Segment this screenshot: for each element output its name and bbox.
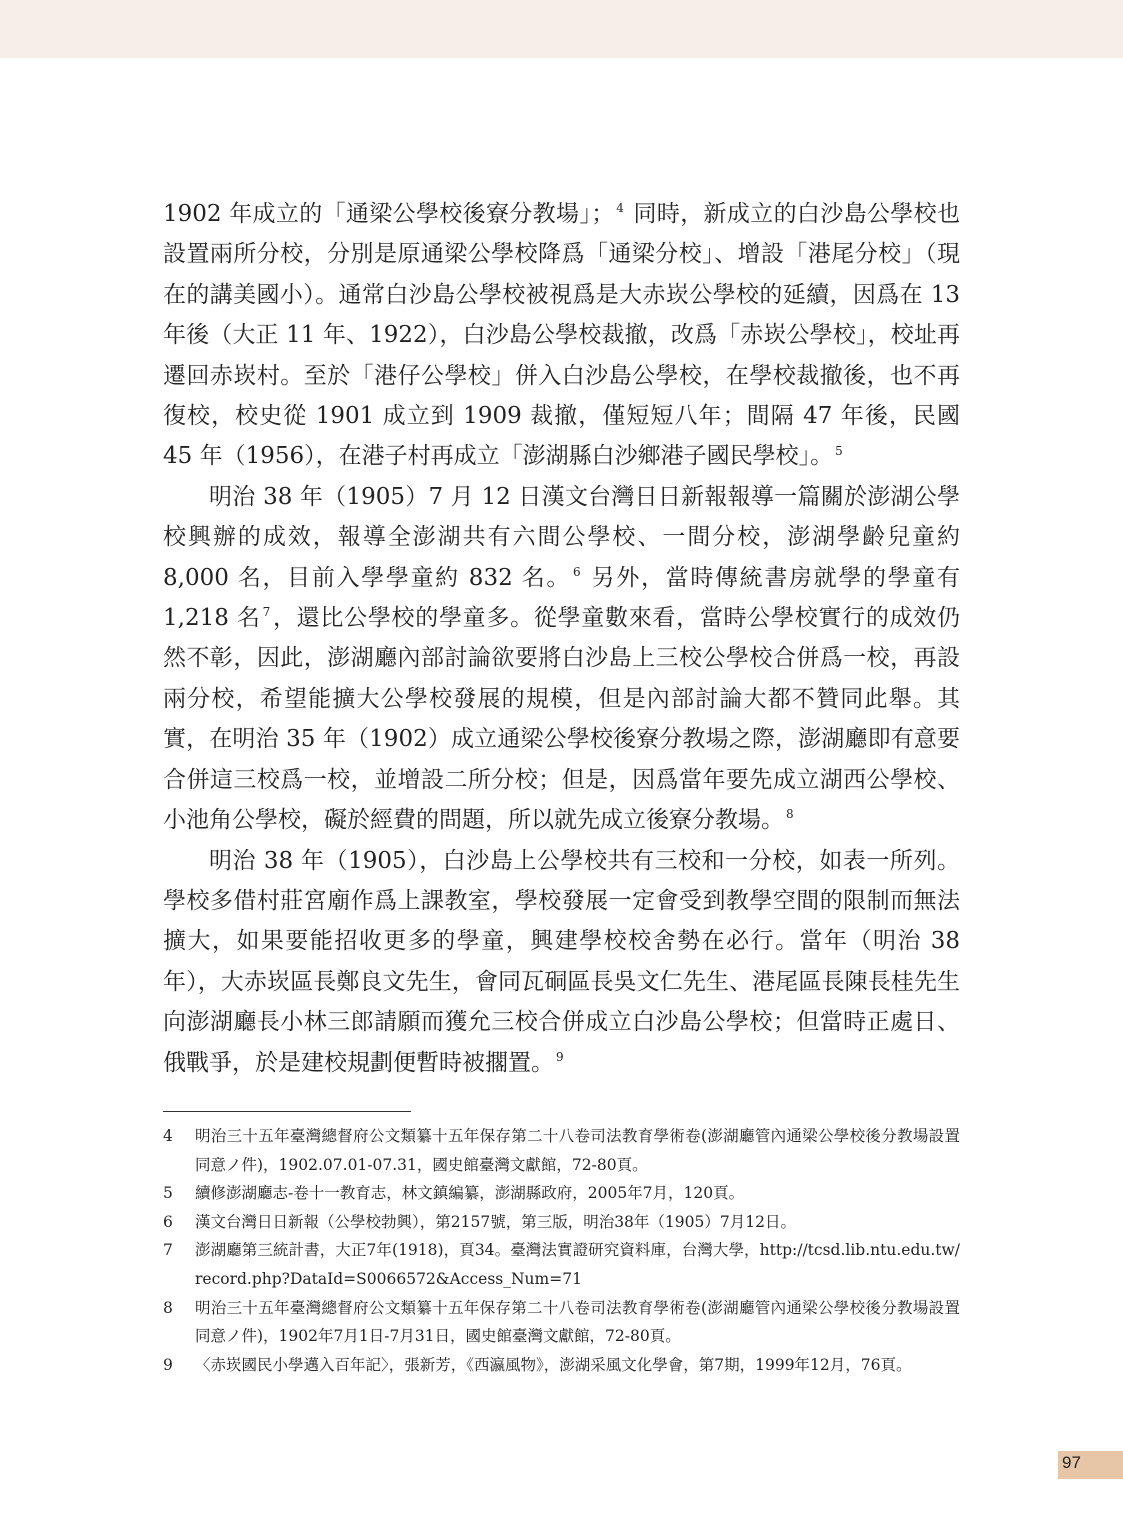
paragraph-1 — [163, 194, 960, 477]
footnote-number: 5 — [163, 1184, 173, 1203]
footnote-text[interactable]: 澎湖廳第三統計書，大正7年(1918)，頁34。臺灣法實證研究資料庫，台灣大學，http://tcsd.lib.ntu.edu.tw/record.php?DataId=S0066572&Access_Num=71 — [195, 1241, 960, 1288]
footnote-ref-4[interactable]: 4 — [616, 201, 624, 216]
footnote-6 — [163, 1208, 960, 1237]
paragraph-1-text-b: 同時，新成立的白沙島公學校也設置兩所分校，分別是原通梁公學校降爲「通梁分校」、增設「港尾分校」（現在的講美國小）。通常白沙島公學校被視爲是大赤崁公學校的延續，因爲在 13 年後（大正 11 年、1922），白沙島公學校裁撤，改爲「赤崁公學校」，校址再遷回赤崁村。至於「港仔公學校」併入白沙島公學校，在學校裁撤後，也不再復校，校史從 1901 成立到 1909 裁撤，僅短短八年；間隔 47 年後，民國 45 年（1956），在港子村再成立「澎湖縣白沙鄉港子國民學校」。 — [163, 201, 960, 470]
main-body — [163, 194, 960, 1083]
paragraph-2-text-b: 另外，當時傳統書房就學的學童有 1,218 名 — [163, 564, 960, 632]
footnote-number: 8 — [163, 1298, 173, 1317]
footnote-number: 4 — [163, 1127, 173, 1145]
page-number: 97 — [1062, 1453, 1081, 1472]
footnote-number: 9 — [163, 1355, 173, 1374]
footnote-ref-8[interactable]: 8 — [786, 807, 794, 822]
paragraph-3 — [163, 841, 960, 1083]
footnote-7 — [163, 1236, 960, 1293]
footnote-ref-5[interactable]: 5 — [835, 443, 843, 458]
paragraph-2 — [163, 477, 960, 841]
footnote-text: 漢文台灣日日新報（公學校勃興），第2157號，第三版，明治38年（1905）7月12日。 — [195, 1212, 796, 1231]
footnote-ref-9[interactable]: 9 — [556, 1049, 564, 1064]
footnote-text: 明治三十五年臺灣總督府公文類纂十五年保存第二十八卷司法教育學術卷(澎湖廳管內通梁公學校後分教場設置同意ノ件)，1902.07.01-07.31，國史館臺灣文獻館，72-80頁。 — [195, 1127, 960, 1174]
footnote-text: 〈赤崁國民小學邁入百年記〉，張新芳，《西瀛風物》，澎湖采風文化學會，第7期，1999年12月，76頁。 — [195, 1355, 912, 1374]
paragraph-2-text-c: ，還比公學校的學童多。從學童數來看，當時公學校實行的成效仍然不彰，因此，澎湖廳內部討論欲要將白沙島上三校公學校合併爲一校，再設兩分校，希望能擴大公學校發展的規模，但是內部討論大都不贊同此舉。其實，在明治 35 年（1902）成立通梁公學校後寮分教場之際，澎湖廳即有意要合併這三校爲一校，並增設二所分校；但是，因爲當年要先成立湖西公學校、小池角公學校，礙於經費的問題，所以就先成立後寮分教場。 — [163, 605, 961, 834]
footnote-number: 6 — [163, 1212, 173, 1231]
footnote-ref-6[interactable]: 6 — [573, 565, 581, 579]
footnotes — [163, 1122, 960, 1379]
footnote-divider — [163, 1111, 411, 1112]
footnote-9 — [163, 1351, 960, 1380]
footnote-8 — [163, 1294, 960, 1351]
footnote-ref-7[interactable]: 7 — [262, 605, 271, 620]
footnote-text: 明治三十五年臺灣總督府公文類纂十五年保存第二十八卷司法教育學術卷(澎湖廳管內通梁公學校後分教場設置同意ノ件)，1902年7月1日-7月31日，國史館臺灣文獻館，72-80頁。 — [195, 1298, 960, 1346]
top-header-band — [0, 0, 1123, 58]
footnote-number: 7 — [163, 1241, 173, 1260]
paragraph-1-text-a: 1902 年成立的「通梁公學校後寮分教場」； — [163, 201, 615, 227]
paragraph-2-text-a: 明治 38 年（1905）7 月 12 日漢文台灣日日新報報導一篇關於澎湖公學校興辦的成效，報導全澎湖共有六間公學校、一間分校，澎湖學齡兒童約 8,000 名，目前入學學童約 832 名。 — [163, 483, 960, 591]
paragraph-3-text-a: 明治 38 年（1905），白沙島上公學校共有三校和一分校，如表一所列。學校多借村莊宮廟作爲上課教室，學校發展一定會受到教學空間的限制而無法擴大，如果要能招收更多的學童，興建學校校舍勢在必行。當年（明治 38 年），大赤崁區長鄭良文先生，會同瓦硐區長吳文仁先生、港尾區長陳長桂先生向澎湖廳長小林三郎請願而獲允三校合併成立白沙島公學校；但當時正處日、俄戰爭，於是建校規劃便暫時被擱置。 — [163, 847, 960, 1076]
footnote-4 — [163, 1122, 960, 1179]
footnote-5 — [163, 1179, 960, 1208]
footnote-text: 續修澎湖廳志-卷十一教育志，林文鎮編纂，澎湖縣政府，2005年7月，120頁。 — [195, 1184, 745, 1203]
